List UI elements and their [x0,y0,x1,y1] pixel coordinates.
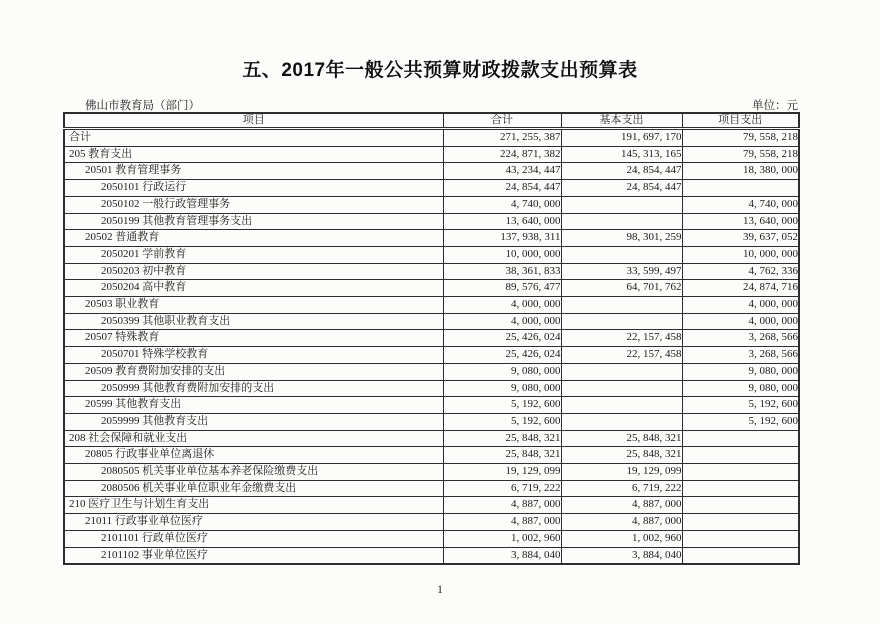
item-cell: 2050201 学前教育 [64,246,443,263]
item-cell: 2050203 初中教育 [64,263,443,280]
item-cell: 20599 其他教育支出 [64,397,443,414]
project-expenditure-cell [682,447,799,464]
project-expenditure-cell [682,497,799,514]
basic-expenditure-cell: 1, 002, 960 [561,530,682,547]
total-cell: 25, 426, 024 [443,347,561,364]
project-expenditure-cell [682,480,799,497]
meta-row [63,97,798,113]
project-expenditure-cell [682,180,799,197]
table-row [64,530,799,547]
table-row [64,464,799,481]
total-cell: 43, 234, 447 [443,163,561,180]
basic-expenditure-cell [561,196,682,213]
basic-expenditure-cell [561,397,682,414]
basic-expenditure-cell: 3, 884, 040 [561,547,682,564]
basic-expenditure-cell: 33, 599, 497 [561,263,682,280]
project-expenditure-cell: 9, 080, 000 [682,363,799,380]
total-cell: 4, 887, 000 [443,514,561,531]
item-cell: 2050199 其他教育管理事务支出 [64,213,443,230]
project-expenditure-cell: 4, 000, 000 [682,313,799,330]
column-header-total: 合计 [443,113,561,129]
basic-expenditure-cell: 24, 854, 447 [561,163,682,180]
table-row [64,163,799,180]
item-cell: 20805 行政事业单位离退休 [64,447,443,464]
project-expenditure-cell [682,514,799,531]
table-row [64,480,799,497]
total-cell: 6, 719, 222 [443,480,561,497]
header-row [64,113,799,129]
item-cell: 2050101 行政运行 [64,180,443,197]
project-expenditure-cell: 5, 192, 600 [682,413,799,430]
item-cell: 21011 行政事业单位医疗 [64,514,443,531]
project-expenditure-cell [682,430,799,447]
table-row [64,297,799,314]
page-title: 五、2017年一般公共预算财政拨款支出预算表 [242,60,638,81]
basic-expenditure-cell: 19, 129, 099 [561,464,682,481]
table-row [64,230,799,247]
table-row [64,397,799,414]
column-header-basic-expenditure: 基本支出 [561,113,682,129]
total-cell: 24, 854, 447 [443,180,561,197]
total-cell: 25, 426, 024 [443,330,561,347]
total-cell: 19, 129, 099 [443,464,561,481]
project-expenditure-cell: 79, 558, 218 [682,129,799,147]
item-cell: 2101101 行政单位医疗 [64,530,443,547]
table-row [64,380,799,397]
table-row [64,213,799,230]
project-expenditure-cell: 4, 000, 000 [682,297,799,314]
basic-expenditure-cell [561,413,682,430]
project-expenditure-cell: 3, 268, 566 [682,330,799,347]
department-label: 佛山市教育局（部门） [85,100,200,112]
project-expenditure-cell: 39, 637, 052 [682,230,799,247]
basic-expenditure-cell: 6, 719, 222 [561,480,682,497]
total-cell: 5, 192, 600 [443,413,561,430]
basic-expenditure-cell: 24, 854, 447 [561,180,682,197]
basic-expenditure-cell: 191, 697, 170 [561,129,682,147]
project-expenditure-cell: 18, 380, 000 [682,163,799,180]
basic-expenditure-cell: 4, 887, 000 [561,497,682,514]
table-row [64,196,799,213]
basic-expenditure-cell: 22, 157, 458 [561,347,682,364]
table-row [64,330,799,347]
item-cell: 2080505 机关事业单位基本养老保险缴费支出 [64,464,443,481]
table-row [64,497,799,514]
item-cell: 20507 特殊教育 [64,330,443,347]
basic-expenditure-cell: 64, 701, 762 [561,280,682,297]
project-expenditure-cell: 13, 640, 000 [682,213,799,230]
total-cell: 224, 871, 382 [443,146,561,163]
table-row [64,313,799,330]
total-cell: 89, 576, 477 [443,280,561,297]
item-cell: 2101102 事业单位医疗 [64,547,443,564]
basic-expenditure-cell: 22, 157, 458 [561,330,682,347]
item-cell: 2050102 一般行政管理事务 [64,196,443,213]
total-cell: 4, 000, 000 [443,297,561,314]
item-cell: 20501 教育管理事务 [64,163,443,180]
item-cell: 2059999 其他教育支出 [64,413,443,430]
table-row [64,263,799,280]
project-expenditure-cell [682,547,799,564]
basic-expenditure-cell [561,380,682,397]
total-cell: 4, 740, 000 [443,196,561,213]
total-cell: 4, 000, 000 [443,313,561,330]
basic-expenditure-cell: 25, 848, 321 [561,447,682,464]
table-row [64,363,799,380]
item-cell: 2050999 其他教育费附加安排的支出 [64,380,443,397]
total-cell: 25, 848, 321 [443,430,561,447]
table-row [64,180,799,197]
table-row [64,280,799,297]
item-cell: 20509 教育费附加安排的支出 [64,363,443,380]
item-cell: 20502 普通教育 [64,230,443,247]
total-cell: 137, 938, 311 [443,230,561,247]
table-row [64,514,799,531]
unit-label: 单位：元 [752,100,798,112]
total-cell: 38, 361, 833 [443,263,561,280]
item-cell: 20503 职业教育 [64,297,443,314]
basic-expenditure-cell [561,313,682,330]
total-cell: 5, 192, 600 [443,397,561,414]
total-cell: 9, 080, 000 [443,380,561,397]
basic-expenditure-cell [561,246,682,263]
project-expenditure-cell: 10, 000, 000 [682,246,799,263]
item-cell: 210 医疗卫生与计划生育支出 [64,497,443,514]
project-expenditure-cell [682,530,799,547]
basic-expenditure-cell: 4, 887, 000 [561,514,682,531]
basic-expenditure-cell [561,213,682,230]
item-cell: 2080506 机关事业单位职业年金缴费支出 [64,480,443,497]
table-row [64,129,799,147]
item-cell: 2050701 特殊学校教育 [64,347,443,364]
table-row [64,146,799,163]
total-cell: 4, 887, 000 [443,497,561,514]
project-expenditure-cell: 24, 874, 716 [682,280,799,297]
table-row [64,447,799,464]
table-row [64,430,799,447]
project-expenditure-cell: 4, 740, 000 [682,196,799,213]
total-cell: 1, 002, 960 [443,530,561,547]
total-cell: 13, 640, 000 [443,213,561,230]
table-row [64,347,799,364]
project-expenditure-cell: 9, 080, 000 [682,380,799,397]
basic-expenditure-cell: 98, 301, 259 [561,230,682,247]
project-expenditure-cell [682,464,799,481]
table-body [64,129,799,565]
item-cell: 205 教育支出 [64,146,443,163]
basic-expenditure-cell [561,363,682,380]
item-cell: 2050204 高中教育 [64,280,443,297]
budget-table [63,112,800,565]
basic-expenditure-cell: 25, 848, 321 [561,430,682,447]
project-expenditure-cell: 3, 268, 566 [682,347,799,364]
basic-expenditure-cell [561,297,682,314]
project-expenditure-cell: 5, 192, 600 [682,397,799,414]
total-cell: 9, 080, 000 [443,363,561,380]
item-cell: 合计 [64,129,443,147]
column-header-item: 项目 [64,113,443,129]
total-cell: 3, 884, 040 [443,547,561,564]
page-number: 1 [437,582,443,596]
item-cell: 208 社会保障和就业支出 [64,430,443,447]
table-row [64,246,799,263]
total-cell: 271, 255, 387 [443,129,561,147]
table-row [64,547,799,564]
project-expenditure-cell: 4, 762, 336 [682,263,799,280]
total-cell: 25, 848, 321 [443,447,561,464]
basic-expenditure-cell: 145, 313, 165 [561,146,682,163]
total-cell: 10, 000, 000 [443,246,561,263]
column-header-project-expenditure: 项目支出 [682,113,799,129]
item-cell: 2050399 其他职业教育支出 [64,313,443,330]
table-row [64,413,799,430]
project-expenditure-cell: 79, 558, 218 [682,146,799,163]
